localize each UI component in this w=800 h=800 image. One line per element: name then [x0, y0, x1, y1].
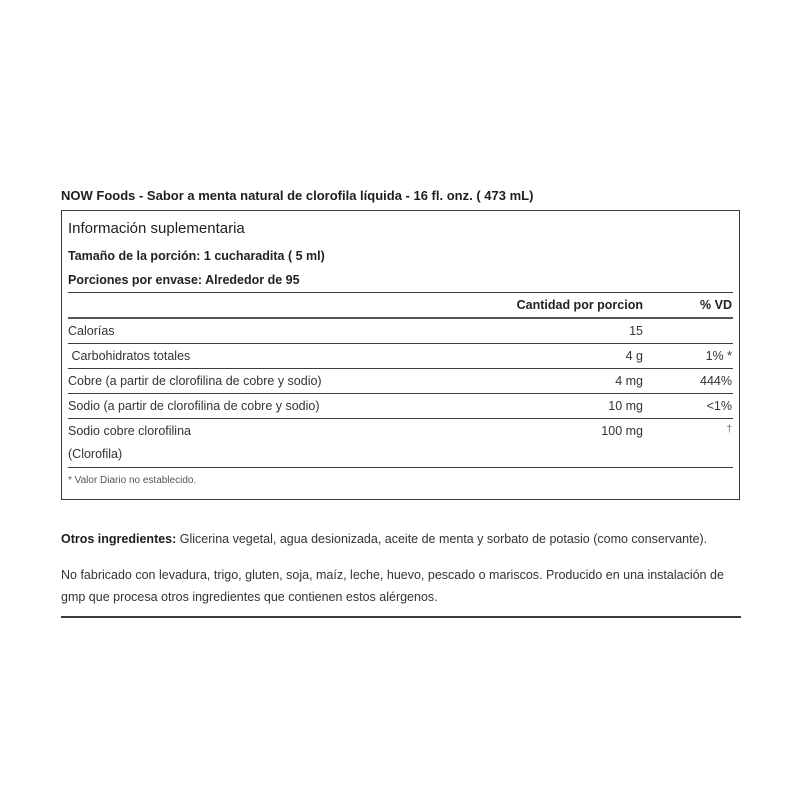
column-header-dv: % VD — [700, 298, 732, 312]
nutrient-amount: 100 mg — [601, 424, 643, 438]
nutrient-amount: 4 mg — [615, 374, 643, 388]
allergen-statement: No fabricado con levadura, trigo, gluten, soja, maíz, leche, huevo, pescado o mariscos. Producido en una instalación de gmp que procesa otros ingredientes que contienen estos alérgenos. — [61, 568, 724, 604]
divider — [68, 292, 733, 293]
supplement-facts-panel — [61, 210, 740, 500]
serving-size: Tamaño de la porción: 1 cucharadita ( 5 ml) — [68, 249, 325, 263]
other-ingredients-text: Glicerina vegetal, agua desionizada, aceite de menta y sorbato de potasio (como conservante). — [176, 532, 708, 546]
product-title: NOW Foods - Sabor a menta natural de clorofila líquida - 16 fl. onz. ( 473 mL) — [61, 188, 534, 203]
divider-thick — [68, 317, 733, 319]
nutrient-name: Carbohidratos totales — [68, 349, 191, 363]
nutrient-amount: 4 g — [625, 349, 643, 363]
panel-heading: Información suplementaria — [68, 220, 245, 237]
column-header-amount: Cantidad por porcion — [516, 298, 643, 312]
bottom-divider — [61, 616, 741, 618]
other-ingredients-label: Otros ingredientes: — [61, 532, 177, 546]
nutrient-name: Sodio (a partir de clorofilina de cobre y sodio) — [68, 399, 320, 413]
nutrient-name: Calorías — [68, 324, 115, 338]
nutrient-amount: 15 — [629, 324, 643, 338]
footnote: * Valor Diario no establecido. — [68, 475, 197, 486]
divider — [68, 467, 733, 468]
divider — [68, 343, 733, 344]
nutrient-name: Cobre (a partir de clorofilina de cobre y sodio) — [68, 374, 322, 388]
nutrient-name-line2: (Clorofila) — [68, 447, 123, 461]
other-ingredients — [61, 532, 707, 546]
nutrient-dv: 1% * — [705, 349, 732, 363]
nutrient-dv: 444% — [700, 374, 732, 388]
divider — [68, 393, 733, 394]
nutrient-dv: <1% — [706, 399, 732, 413]
servings-per-container: Porciones por envase: Alrededor de 95 — [68, 273, 300, 287]
nutrient-name: Sodio cobre clorofilina — [68, 424, 191, 438]
nutrient-dv: † — [726, 424, 732, 435]
divider — [68, 368, 733, 369]
divider — [68, 418, 733, 419]
nutrient-amount: 10 mg — [608, 399, 643, 413]
